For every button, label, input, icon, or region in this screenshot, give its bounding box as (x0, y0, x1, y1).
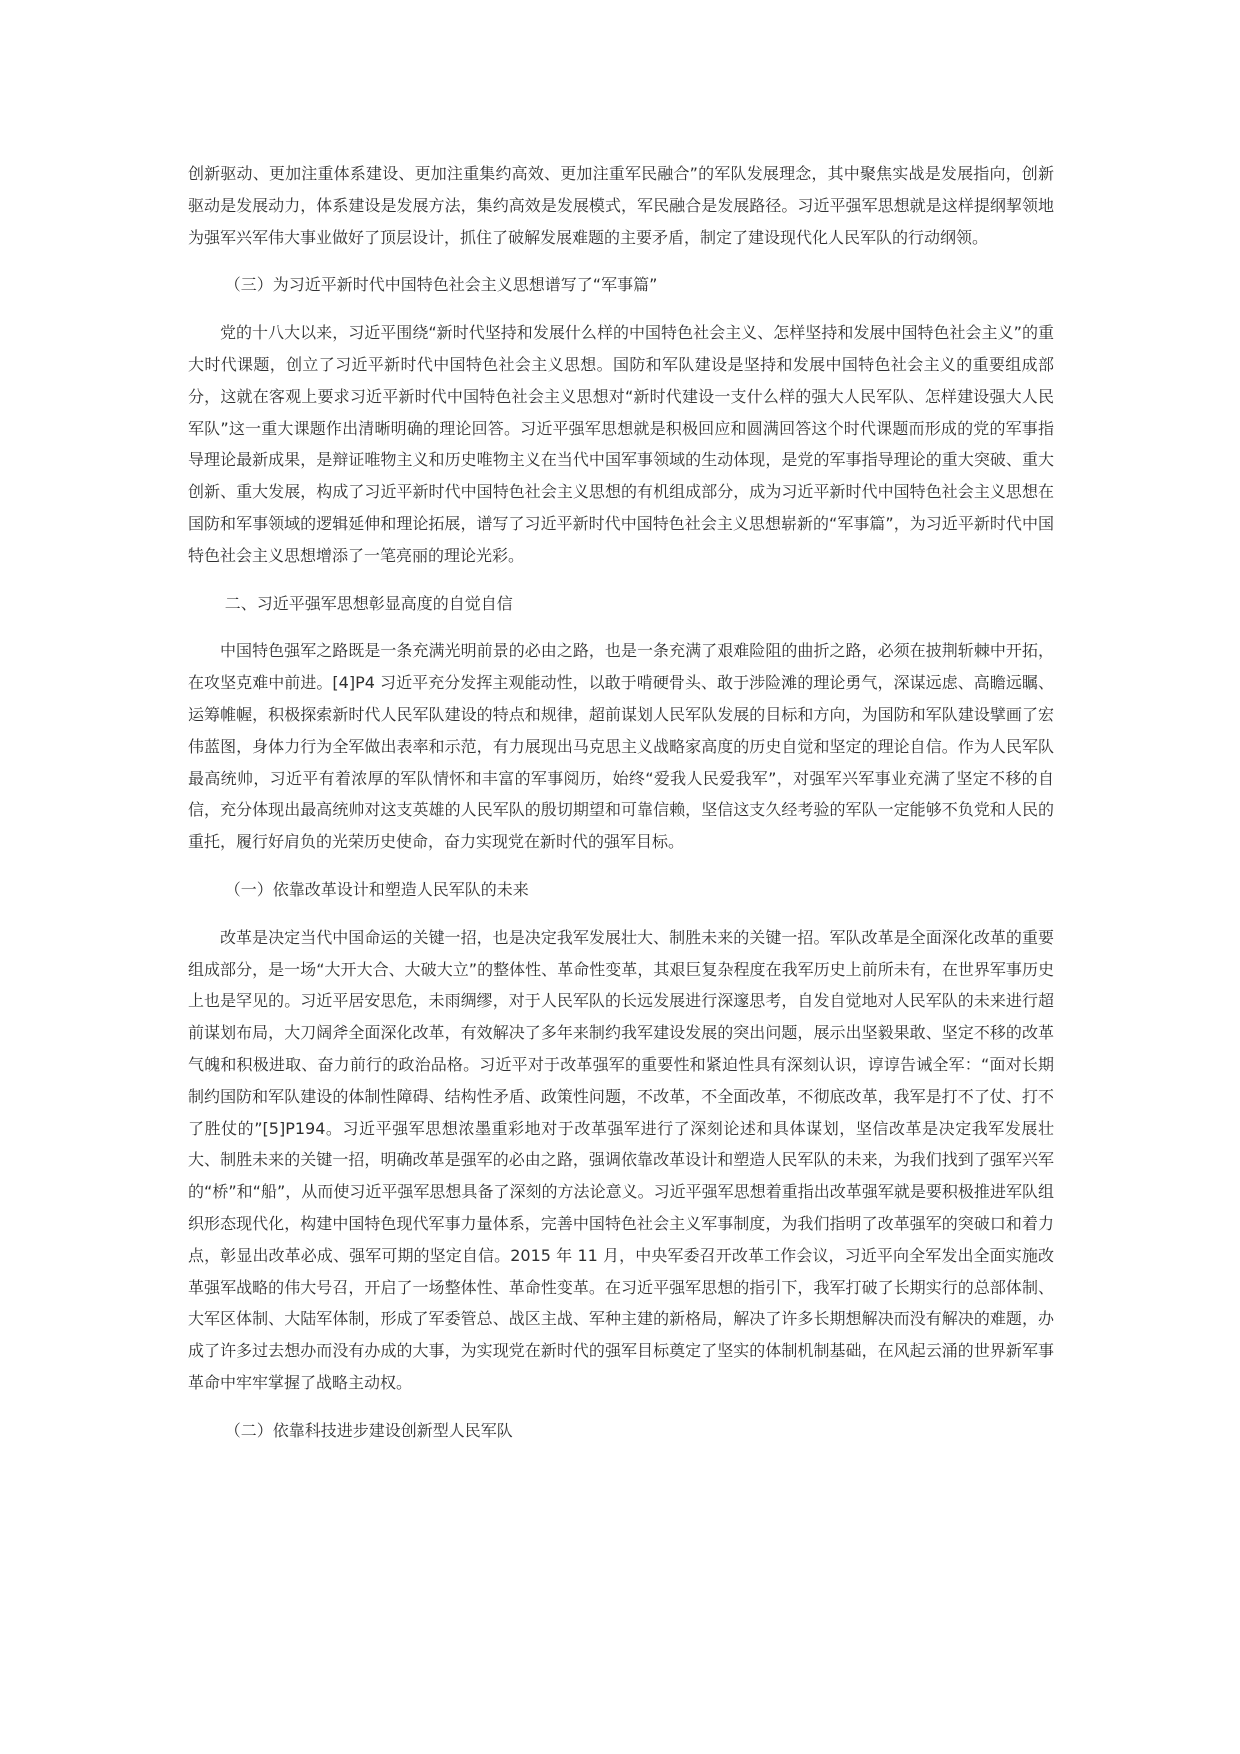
section-heading-technology: （二）依靠科技进步建设创新型人民军队 (224, 1420, 513, 1440)
section-heading-military-chapter: （三）为习近平新时代中国特色社会主义思想谱写了“军事篇” (224, 275, 658, 295)
paragraph-reform: 改革是决定当代中国命运的关键一招，也是决定我军发展壮大、制胜未来的关键一招。军队改革是全面深化改革的重要组成部分，是一场“大开大合、大破大立”的整体性、革命性变革，其艰巨复杂程度在我军历史上前所未有，在世界军事历史上也是罕见的。习近平居安思危，未雨绸缪，对于人民军队的长远发展进行深邃思考，自发自觉地对人民军队的未来进行超前谋划布局，大刀阔斧全面深化改革，有效解决了多年来制约我军建设发展的突出问题，展示出坚毅果敢、坚定不移的改革气魄和积极进取、奋力前行的政治品格。习近平对于改革强军的重要性和紧迫性具有深刻认识，谆谆告诫全军：“面对长期制约国防和军队建设的体制性障碍、结构性矛盾、政策性问题，不改革，不全面改革，不彻底改革，我军是打不了仗、打不了胜仗的”[5]P194。习近平强军思想浓墨重彩地对于改革强军进行了深刻论述和具体谋划，坚信改革是决定我军发展壮大、制胜未来的关键一招，明确改革是强军的必由之路，强调依靠改革设计和塑造人民军队的未来，为我们找到了强军兴军的“桥”和“船”，从而使习近平强军思想具备了深刻的方法论意义。习近平强军思想着重指出改革强军就是要积极推进军队组织形态现代化，构建中国特色现代军事力量体系，完善中国特色社会主义军事制度，为我们指明了改革强军的突破口和着力点，彰显出改革必成、强军可期的坚定自信。2015 年 11 月，中央军委召开改革工作会议，习近平向全军发出全面实施改革强军战略的伟大号召，开启了一场整体性、革命性变革。在习近平强军思想的指引下，我军打破了长期实行的总部体制、大军区体制、大陆军体制，形成了军委管总、战区主战、军种主建的新格局，解决了许多长期想解决而没有解决的难题，办成了许多过去想办而没有办成的大事，为实现党在新时代的强军目标奠定了坚实的体制机制基础，在风起云涌的世界新军事革命中牢牢掌握了战略主动权。 (188, 927, 1054, 1392)
paragraph-military-chapter: 党的十八大以来，习近平围绕“新时代坚持和发展什么样的中国特色社会主义、怎样坚持和发展中国特色社会主义”的重大时代课题，创立了习近平新时代中国特色社会主义思想。国防和军队建设是坚持和发展中国特色社会主义的重要组成部分，这就在客观上要求习近平新时代中国特色社会主义思想对“新时代建设一支什么样的强大人民军队、怎样建设强大人民军队”这一重大课题作出清晰明确的理论回答。习近平强军思想就是积极回应和圆满回答这个时代课题而形成的党的军事指导理论最新成果，是辩证唯物主义和历史唯物主义在当代中国军事领域的生动体现，是党的军事指导理论的重大突破、重大创新、重大发展，构成了习近平新时代中国特色社会主义思想的有机组成部分，成为习近平新时代中国特色社会主义思想在国防和军事领域的逻辑延伸和理论拓展，谱写了习近平新时代中国特色社会主义思想崭新的“军事篇”，为习近平新时代中国特色社会主义思想增添了一笔亮丽的理论光彩。 (188, 323, 1054, 565)
paragraph-self-confidence: 中国特色强军之路既是一条充满光明前景的必由之路，也是一条充满了艰难险阻的曲折之路，必须在披荆斩棘中开拓，在攻坚克难中前进。[4]P4 习近平充分发挥主观能动性，以敢于啃硬骨头、敢于涉险滩的理论勇气，深谋远虑、高瞻远瞩、运筹帷幄，积极探索新时代人民军队建设的特点和规律，超前谋划人民军队发展的目标和方向，为国防和军队建设擘画了宏伟蓝图，身体力行为全军做出表率和示范，有力展现出马克思主义战略家高度的历史自觉和坚定的理论自信。作为人民军队最高统帅，习近平有着浓厚的军队情怀和丰富的军事阅历，始终“爱我人民爱我军”，对强军兴军事业充满了坚定不移的自信，充分体现出最高统帅对这支英雄的人民军队的殷切期望和可靠信赖，坚信这支久经考验的军队一定能够不负党和人民的重托，履行好肩负的光荣历史使命，奋力实现党在新时代的强军目标。 (188, 641, 1054, 852)
document-page (188, 158, 1054, 1462)
paragraph-military-development-concept: 创新驱动、更加注重体系建设、更加注重集约高效、更加注重军民融合”的军队发展理念，其中聚焦实战是发展指向，创新驱动是发展动力，体系建设是发展方法，集约高效是发展模式，军民融合是发展路径。习近平强军思想就是这样提纲挈领地为强军兴军伟大事业做好了顶层设计，抓住了破解发展难题的主要矛盾，制定了建设现代化人民军队的行动纲领。 (188, 164, 1054, 247)
section-heading-self-confidence: 二、习近平强军思想彰显高度的自觉自信 (224, 593, 513, 613)
section-heading-reform: （一）依靠改革设计和塑造人民军队的未来 (224, 879, 529, 899)
